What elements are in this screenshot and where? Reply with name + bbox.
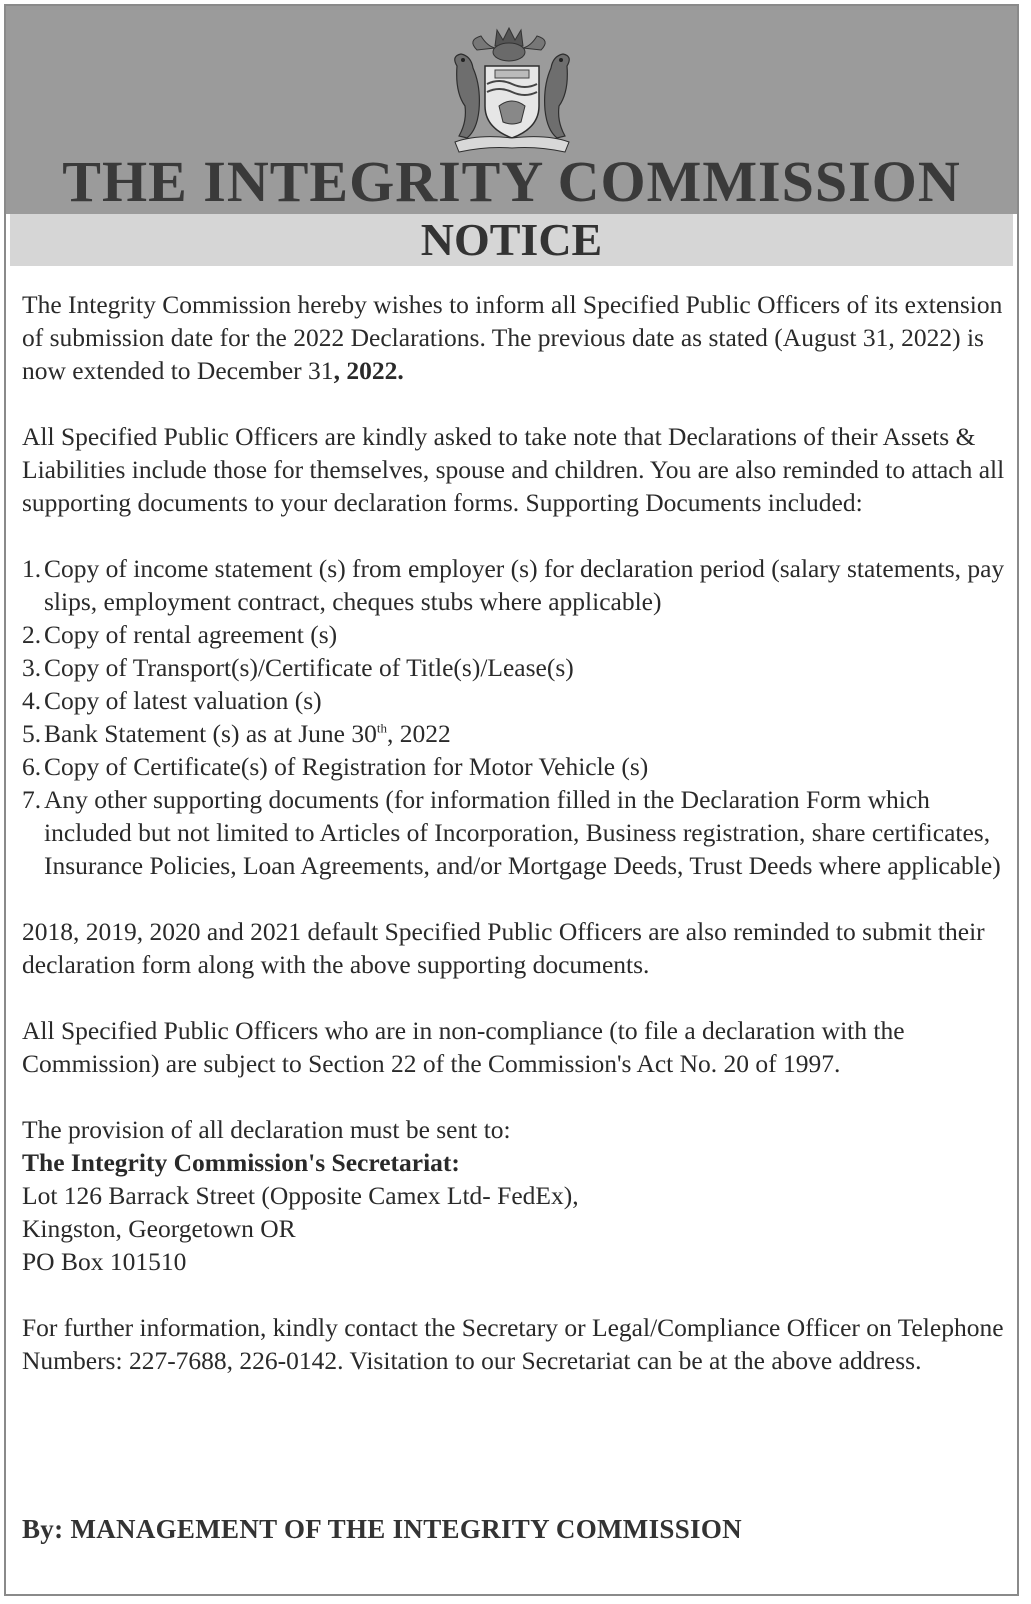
- list-item-number: 4.: [22, 686, 42, 715]
- ordinal-suffix: th: [376, 720, 387, 736]
- list-item-text: Bank Statement (s) as at June 30: [44, 719, 377, 748]
- extension-text: The Integrity Commission hereby wishes to inform all Specified Public Officers of its extension of submission date for the 2022 Declarations. The previous date as stated (August 31, 2022) is now extended to December 31: [22, 290, 1003, 385]
- list-item: [22, 684, 1007, 717]
- coat-of-arms-icon: [437, 26, 587, 156]
- address-line: PO Box 101510: [22, 1247, 187, 1276]
- list-item-number: 7.: [22, 785, 42, 814]
- list-item: [22, 651, 1007, 684]
- notice-body: [22, 288, 1007, 1410]
- list-item: [22, 552, 1007, 618]
- list-item-text-tail: , 2022: [386, 719, 451, 748]
- address-line: Kingston, Georgetown OR: [22, 1214, 296, 1243]
- organization-title: THE INTEGRITY COMMISSION: [62, 149, 961, 214]
- list-item-number: 5.: [22, 719, 42, 748]
- notice-heading: NOTICE: [420, 214, 603, 265]
- list-item-text: Copy of rental agreement (s): [44, 620, 338, 649]
- extension-paragraph: [22, 288, 1007, 387]
- list-item-number: 2.: [22, 620, 42, 649]
- list-item-text: Copy of latest valuation (s): [44, 686, 322, 715]
- notice-band: [10, 214, 1013, 266]
- list-item: [22, 783, 1007, 882]
- list-item-number: 3.: [22, 653, 42, 682]
- list-item-number: 6.: [22, 752, 42, 781]
- list-item-text: Copy of Certificate(s) of Registration for Motor Vehicle (s): [44, 752, 649, 781]
- contact-paragraph: For further information, kindly contact the Secretary or Legal/Compliance Officer on Telephone Numbers: 227-7688, 226-0142. Visitation to our Secretariat can be at the above address.: [22, 1313, 1004, 1375]
- masthead: [6, 6, 1017, 214]
- address-line: Lot 126 Barrack Street (Opposite Camex Ltd- FedEx),: [22, 1181, 579, 1210]
- list-item-number: 1.: [22, 554, 42, 583]
- list-item-text: Copy of Transport(s)/Certificate of Title(s)/Lease(s): [44, 653, 574, 682]
- signoff: By: MANAGEMENT OF THE INTEGRITY COMMISSION: [22, 1514, 742, 1544]
- extension-year: , 2022.: [333, 356, 404, 385]
- notice-page: [4, 4, 1019, 1596]
- supporting-documents-list: [22, 552, 1007, 882]
- list-item: [22, 717, 1007, 750]
- list-item-text: Any other supporting documents (for information filled in the Declaration Form which included but not limited to Articles of Incorporation, Business registration, share certificates, Insurance Policies, Loan Agreements, and/or Mortgage Deeds, Trust Deeds where applicable): [44, 785, 1001, 880]
- list-item: [22, 750, 1007, 783]
- address-recipient: The Integrity Commission's Secretariat:: [22, 1148, 460, 1177]
- declarations-paragraph: All Specified Public Officers are kindly asked to take note that Declarations of their Assets & Liabilities include those for themselves, spouse and children. You are also reminded to attach all supporting documents to your declaration forms. Supporting Documents included:: [22, 422, 1005, 517]
- list-item-text: Copy of income statement (s) from employer (s) for declaration period (salary statements, pay slips, employment contract, cheques stubs where applicable): [44, 554, 1005, 616]
- defaulters-paragraph: 2018, 2019, 2020 and 2021 default Specified Public Officers are also reminded to submit their declaration form along with the above supporting documents.: [22, 917, 985, 979]
- non-compliance-paragraph: All Specified Public Officers who are in non-compliance (to file a declaration with the Commission) are subject to Section 22 of the Commission's Act No. 20 of 1997.: [22, 1016, 905, 1078]
- address-intro: The provision of all declaration must be sent to:: [22, 1115, 511, 1144]
- mailing-address: [22, 1113, 1007, 1278]
- list-item: [22, 618, 1007, 651]
